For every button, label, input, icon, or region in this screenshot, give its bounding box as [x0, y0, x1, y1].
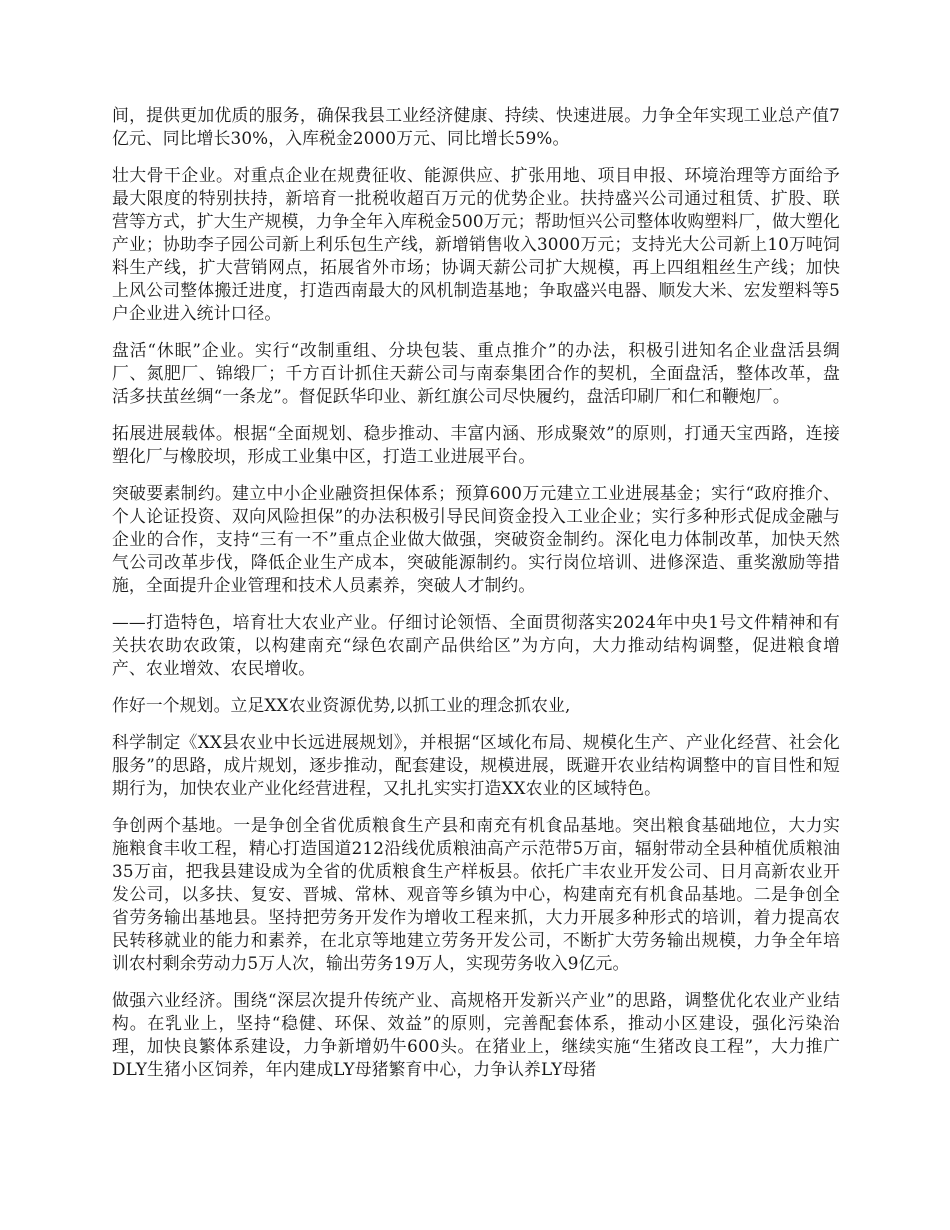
- paragraph-industry-targets: 间，提供更加优质的服务，确保我县工业经济健康、持续、快速进展。力争全年实现工业总产值7亿元、同比增长30%，入库税金2000万元、同比增长59%。: [112, 105, 840, 148]
- paragraph-development-carrier: 拓展进展载体。根据“全面规划、稳步推动、丰富内涵、形成聚效”的原则，打通天宝西路，连接塑化厂与橡胶坝，形成工业集中区，打造工业进展平台。: [112, 423, 840, 466]
- paragraph-factor-constraints: 突破要素制约。建立中小企业融资担保体系；预算600万元建立工业进展基金；实行“政府推介、个人论证投资、双向风险担保”的办法积极引导民间资金投入工业企业；实行多种形式促成金融与企业的合作，支持“三有一不”重点企业做大做强，突破资金制约。深化电力体制改革，加快天然气公司改革步伐，降低企业生产成本，突破能源制约。实行岗位培训、进修深造、重奖激励等措施，全面提升企业管理和技术人员素养，突破人才制约。: [112, 483, 840, 595]
- paragraph-agriculture-heading: ——打造特色，培育壮大农业产业。仔细讨论领悟、全面贯彻落实2024年中央1号文件精神和有关扶农助农政策，以构建南充“绿色农副产品供给区”为方向，大力推动结构调整，促进粮食增产、农业增效、农民增收。: [112, 612, 840, 678]
- document-body: [112, 104, 840, 1095]
- paragraph-six-industries: 做强六业经济。围绕“深层次提升传统产业、高规格开发新兴产业”的思路，调整优化农业产业结构。在乳业上，坚持“稳健、环保、效益”的原则，完善配套体系，推动小区建设，强化污染治理，加快良繁体系建设，力争新增奶牛600头。在猪业上，继续实施“生猪改良工程”，大力推广DLY生猪小区饲养，年内建成LY母猪繁育中心，力争认养LY母猪: [112, 990, 840, 1079]
- paragraph-scientific-plan: 科学制定《XX县农业中长远进展规划》，并根据“区域化布局、规模化生产、产业化经营、社会化服务”的思路，成片规划，逐步推动，配套建设，规模进展，既避开农业结构调整中的盲目性和短期行为，加快农业产业化经营进程，又扎扎实实打造XX农业的区域特色。: [112, 732, 840, 798]
- paragraph-two-bases: 争创两个基地。一是争创全省优质粮食生产县和南充有机食品基地。突出粮食基础地位，大力实施粮食丰收工程，精心打造国道212沿线优质粮油高产示范带5万亩，辐射带动全县种植优质粮油35万亩，把我县建设成为全省的优质粮食生产样板县。依托广丰农业开发公司、日月高新农业开发公司，以多扶、复安、晋城、常林、观音等乡镇为中心，构建南充有机食品基地。二是争创全省劳务输出基地县。坚持把劳务开发作为增收工程来抓，大力开展多种形式的培训，着力提高农民转移就业的能力和素养，在北京等地建立劳务开发公司，不断扩大劳务输出规模，力争全年培训农村剩余劳动力5万人次，输出劳务19万人，实现劳务收入9亿元。: [112, 815, 840, 973]
- paragraph-planning: 作好一个规划。立足XX农业资源优势,以抓工业的理念抓农业,: [112, 695, 571, 715]
- paragraph-backbone-enterprises: 壮大骨干企业。对重点企业在规费征收、能源供应、扩张用地、项目申报、环境治理等方面给予最大限度的特别扶持，新培育一批税收超百万元的优势企业。扶持盛兴公司通过租赁、扩股、联营等方式，扩大生产规模，力争全年入库税金500万元；帮助恒兴公司整体收购塑料厂，做大塑化产业；协助李子园公司新上利乐包生产线，新增销售收入3000万元；支持光大公司新上10万吨饲料生产线，扩大营销网点，拓展省外市场；协调天薪公司扩大规模，再上四组粗丝生产线；加快上风公司整体搬迁进度，打造西南最大的风机制造基地；争取盛兴电器、顺发大米、宏发塑料等5户企业进入统计口径。: [112, 165, 840, 323]
- paragraph-dormant-enterprises: 盘活“休眠”企业。实行“改制重组、分块包装、重点推介”的办法，积极引进知名企业盘活县绸厂、氮肥厂、锦缎厂；千方百计抓住天薪公司与南泰集团合作的契机，全面盘活，整体改革，盘活多扶茧丝绸“一条龙”。督促跃华印业、新红旗公司尽快履约，盘活印刷厂和仁和鞭炮厂。: [112, 340, 840, 406]
